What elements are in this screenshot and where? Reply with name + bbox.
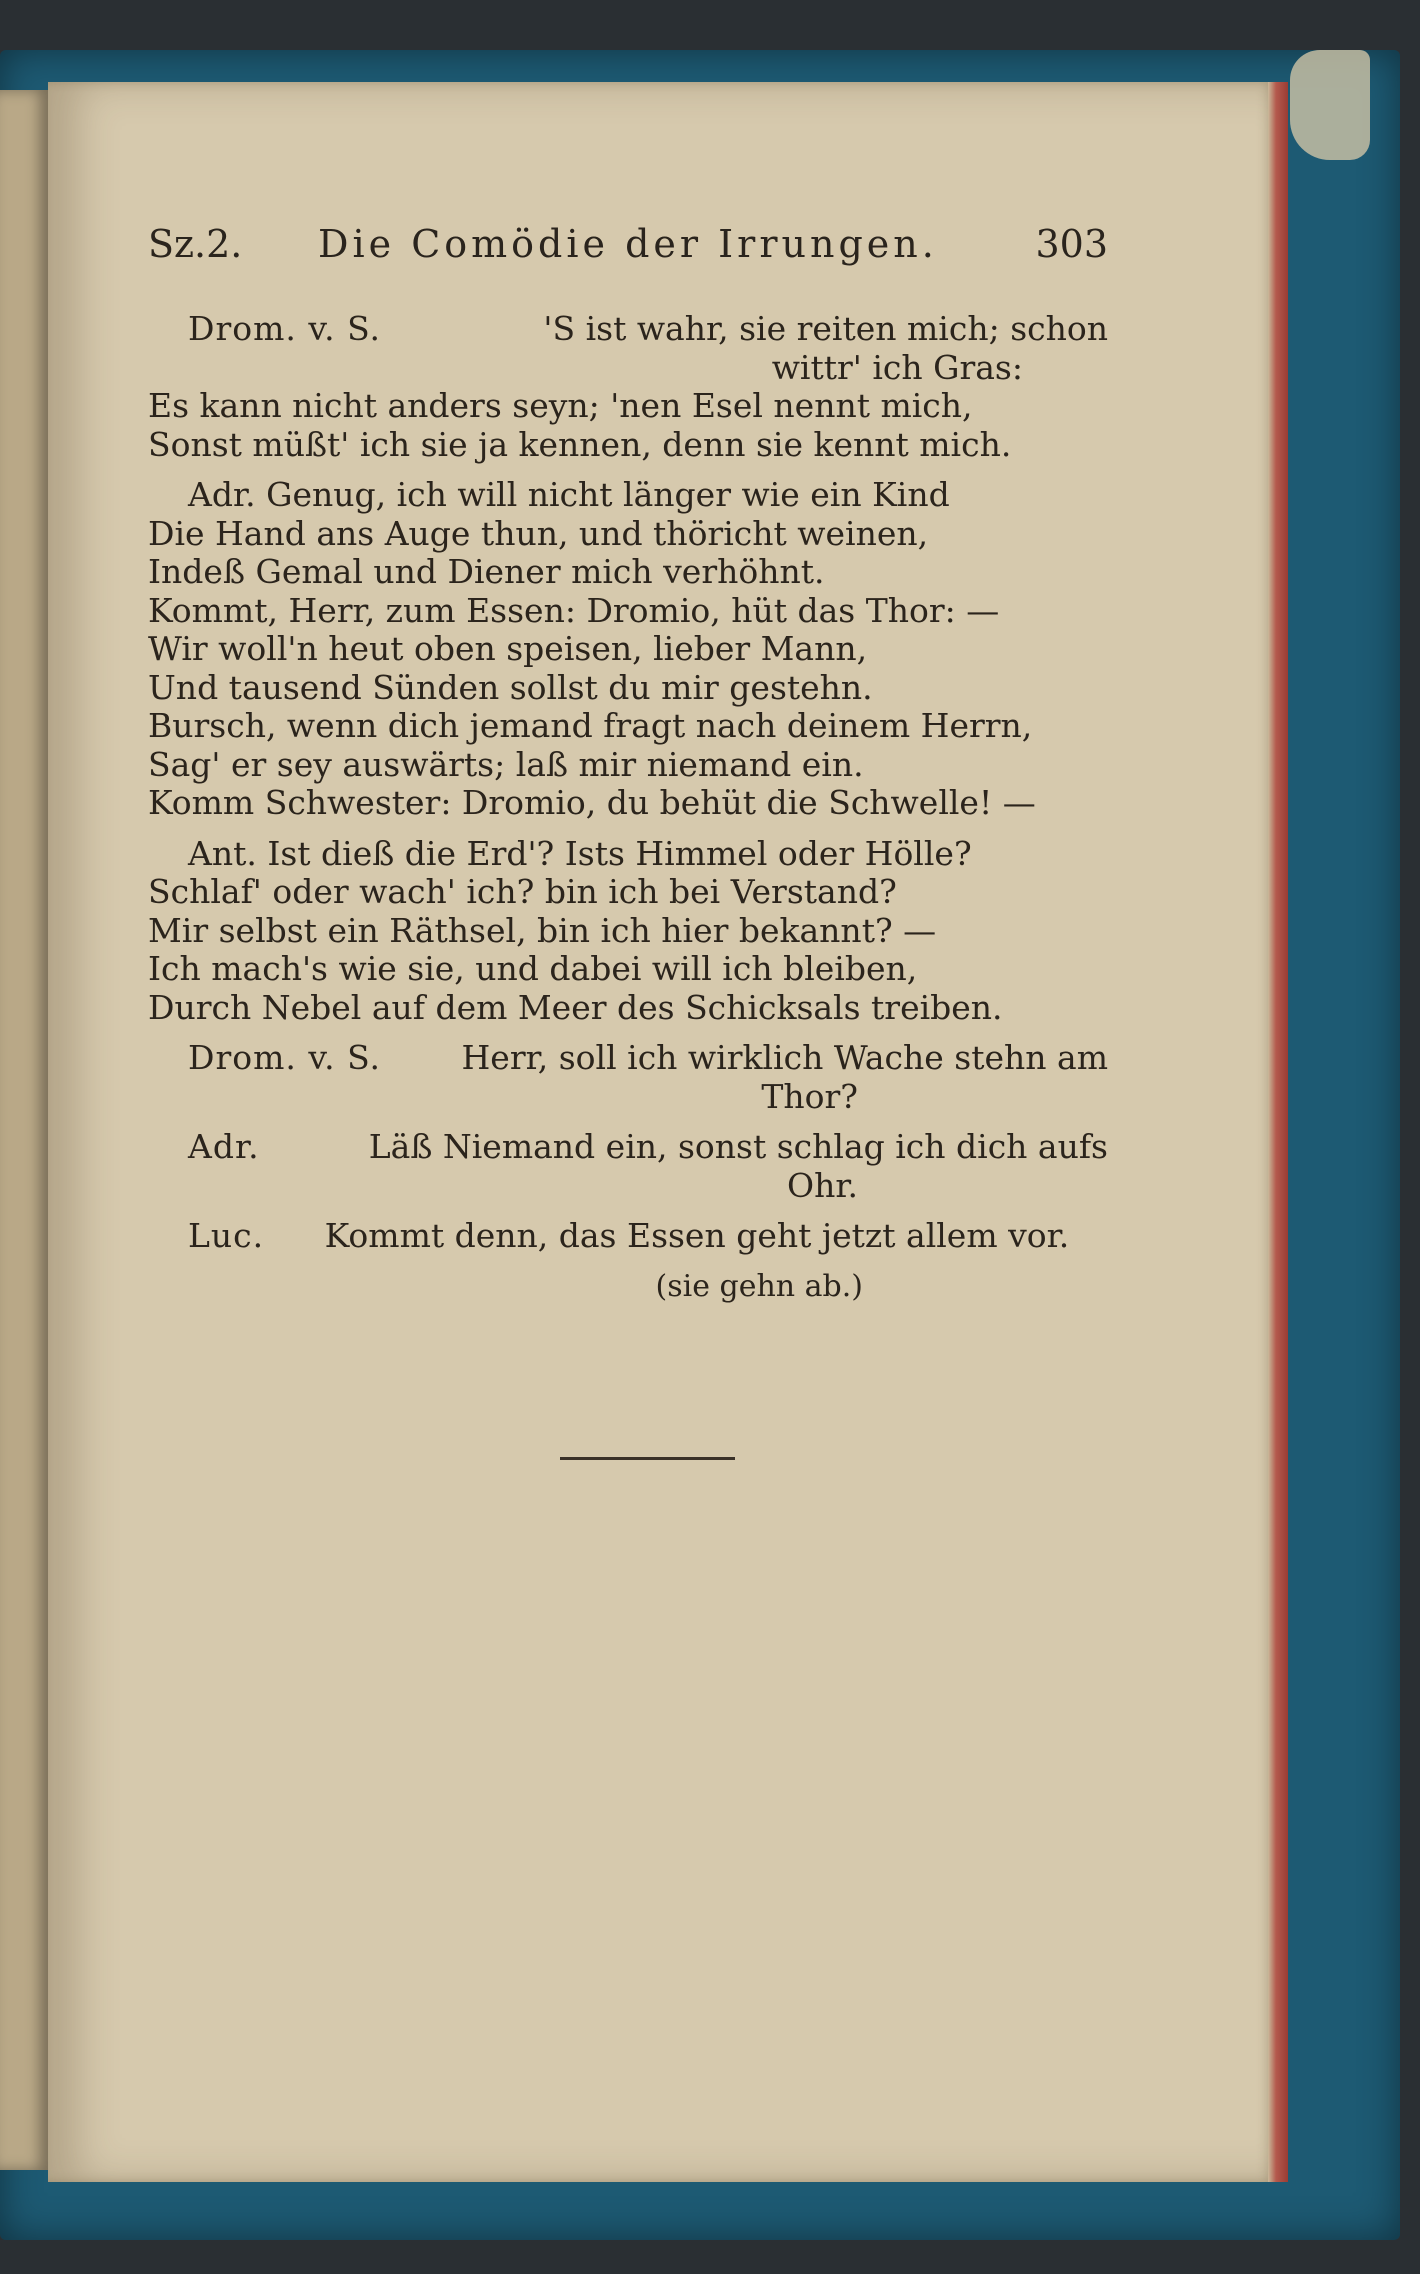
verse-line: Ich mach's wie sie, und dabei will ich bleiben,: [148, 949, 918, 988]
verse-line: [148, 1128, 1108, 1167]
verse-line: Und tausend Sünden sollst du mir gestehn.: [148, 667, 873, 707]
page-number: 303: [1035, 222, 1108, 266]
verse-line: [148, 1217, 1108, 1256]
verse-line: Ant. Ist dieß die Erd'? Ists Himmel oder Hölle?: [188, 833, 972, 873]
speaker: Luc.: [188, 1216, 265, 1255]
speaker: Drom. v. S.: [188, 1038, 381, 1077]
speech: 'S ist wahr, sie reiten mich; schon: [543, 309, 1108, 348]
verse-line: Komm Schwester: Dromio, du behüt die Schwelle! —: [148, 783, 1036, 822]
running-head: [148, 222, 1108, 272]
worn-corner: [1290, 50, 1370, 160]
verse-line: Indeß Gemal und Diener mich verhöhnt.: [148, 552, 825, 591]
play-title: Die Comödie der Irrungen.: [318, 222, 938, 266]
speaker: Adr.: [188, 1127, 260, 1166]
verse-line: [148, 1039, 1108, 1078]
verse-line: Sonst müßt' ich sie ja kennen, denn sie kennt mich.: [148, 424, 1012, 464]
speech: Kommt denn, das Essen geht jetzt allem vor.: [324, 1216, 1070, 1255]
verse-line: Thor?: [761, 1076, 858, 1116]
verse-line: Sag' er sey auswärts; laß mir niemand ein.: [148, 744, 864, 784]
scene-label: Sz.2.: [148, 222, 243, 266]
verse-line: Durch Nebel auf dem Meer des Schicksals treiben.: [148, 987, 1003, 1027]
verse-line: Adr. Genug, ich will nicht länger wie ein Kind: [188, 475, 950, 514]
left-page-edge: [0, 90, 48, 2170]
verse-line: Mir selbst ein Räthsel, bin ich hier bekannt? —: [148, 910, 937, 950]
speech: Läß Niemand ein, sonst schlag ich dich aufs: [368, 1127, 1108, 1166]
verse-line: [148, 310, 1108, 349]
stage-direction: (sie gehn ab.): [655, 1268, 863, 1304]
verse-line: Ohr.: [787, 1165, 858, 1205]
verse-line: Wir woll'n heut oben speisen, lieber Mann,: [148, 629, 868, 668]
speech: Herr, soll ich wirklich Wache stehn am: [461, 1038, 1108, 1077]
page-edge-red: [1268, 82, 1288, 2182]
speaker: Drom. v. S.: [188, 309, 381, 348]
verse-line: Die Hand ans Auge thun, und thöricht weinen,: [148, 513, 929, 553]
verse-line: wittr' ich Gras:: [771, 347, 1023, 387]
verse-line: Schlaf' oder wach' ich? bin ich bei Verstand?: [148, 872, 897, 911]
verse-text: [148, 310, 1108, 1306]
verse-line: Bursch, wenn dich jemand fragt nach deinem Herrn,: [148, 706, 1033, 745]
verse-line: Kommt, Herr, zum Essen: Dromio, hüt das Thor: —: [148, 590, 1000, 630]
section-rule: [560, 1457, 735, 1460]
verse-line: Es kann nicht anders seyn; 'nen Esel nennt mich,: [148, 386, 973, 425]
